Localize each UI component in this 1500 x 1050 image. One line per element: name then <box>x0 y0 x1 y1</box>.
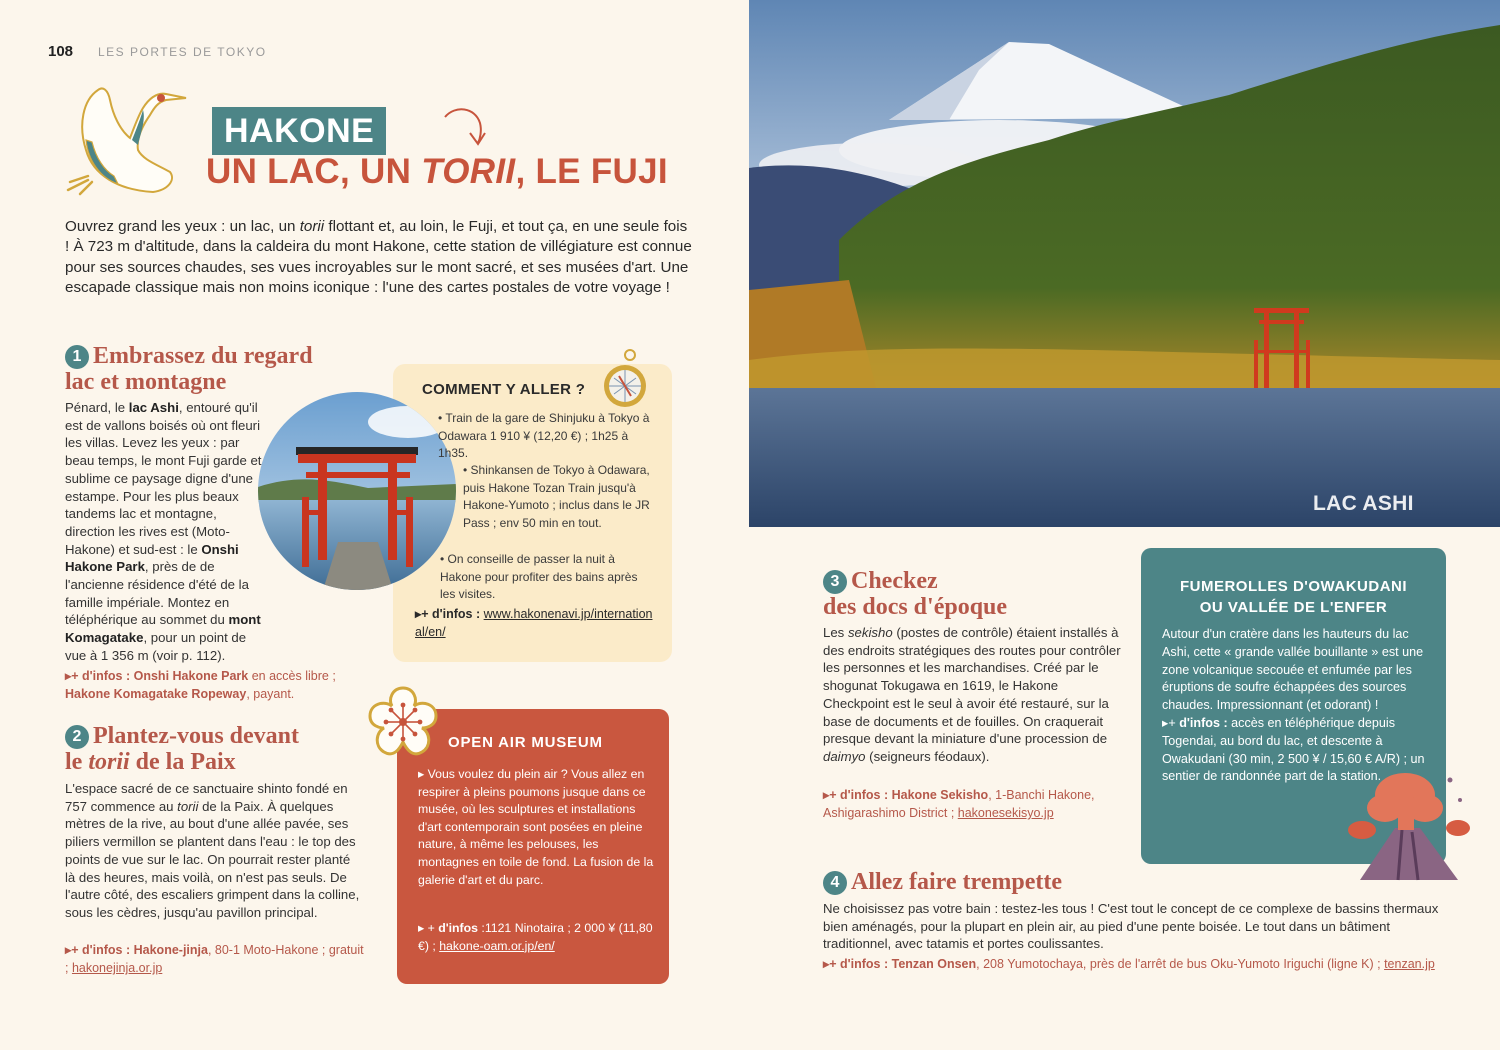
how-to-get-there-list <box>438 410 653 463</box>
section-4-heading: 4 Allez faire trempette <box>823 869 1323 895</box>
section-4-info: ▸+ d'infos : Tenzan Onsen, 208 Yumotochaya, près de l'arrêt de bus Oku-Yumoto Iriguchi (ligne K) ; tenzan.jp <box>823 957 1435 971</box>
section-number-badge: 4 <box>823 871 847 895</box>
compass-icon <box>600 348 650 410</box>
section-1-text: Pénard, le lac Ashi, entouré qu'il est de vallons boisés où ont fleuri les villas. Levez les yeux : par beau temps, le mont Fuji garde et sublime ce paysage digne d'une estampe. Pour les plus beaux tandems lac et montagne, direction les rives est (Moto-Hakone) et sud-est : le Onshi Hakone Park, près de de l'ancienne résidence d'été de la famille impériale. Montez en téléphérique au sommet du mont Komagatake, pour un point de vue à 1 356 m (voir p. 112). <box>65 400 262 663</box>
hakonenavi-link[interactable]: www.hakonenavi.jp/international/en/ <box>415 607 653 639</box>
curved-arrow-icon <box>440 105 490 150</box>
section-2-heading: 2 Plantez-vous devant le torii de la Paix <box>65 723 299 775</box>
photo-caption: LAC ASHI <box>1313 492 1414 515</box>
volcano-icon <box>1340 750 1475 885</box>
page-subtitle: UN LAC, UN TORII, LE FUJI <box>206 152 668 191</box>
fumerolles-title: FUMEROLLES D'OWAKUDANI OU VALLÉE DE L'ENFER <box>1179 578 1408 616</box>
running-head: LES PORTES DE TOKYO <box>98 45 267 59</box>
section-2-text: L'espace sacré de ce sanctuaire shinto fondé en 757 commence au torii de la Paix. À quelques mètres de la rive, au bout d'une allée pavée, ses piliers vermillon se plantent dans l'eau : le top des points de vue sur le lac. On pourrait rester planté là des heures, mais voilà, on n'est pas seuls. De l'autre côté, des escaliers grimpent dans la colline, sous les cèdres, jusqu'au pavillon principal. <box>65 781 360 920</box>
open-air-museum-info: ▸ + d'infos :1121 Ninotaira ; 2 000 ¥ (11,80 €) ; hakone-oam.or.jp/en/ <box>418 921 653 953</box>
how-to-list-item-2: • Shinkansen de Tokyo à Odawara, puis Hakone Tozan Train jusqu'à Hakone-Yumoto ; inclus dans le JR Pass ; env 50 min en tout. <box>463 463 650 530</box>
tenzan-link[interactable]: tenzan.jp <box>1384 957 1435 971</box>
page-title: HAKONE <box>212 107 386 155</box>
section-1-heading: 1 Embrassez du regard lac et montagne <box>65 343 313 395</box>
lake-ashi-fuji-photo <box>749 0 1500 527</box>
section-3-text: Les sekisho (postes de contrôle) étaient installés à des endroits stratégiques des routes pour contrôler les personnes et les marchandises. Créé par le shogunat Tokugawa en 1619, le Hakone Checkpoint est le seul à avoir été restauré, sur la base de documents et de fouilles. On craquerait presque devant la miniature d'une procession de daimyo (seigneurs féodaux). <box>823 625 1121 764</box>
hakonesekisyo-link[interactable]: hakonesekisyo.jp <box>957 806 1054 820</box>
intro-paragraph: Ouvrez grand les yeux : un lac, un torii flottant et, au loin, le Fuji, et tout ça, en une seule fois ! À 723 m d'altitude, dans la caldeira du mont Hakone, cette station de villégiature est connue pour ses sources chaudes, ses vues incroyables sur le mont sacré, et ses musées d'art. Une escapade classique mais non moins iconique : l'une des cartes postales de votre voyage ! <box>65 218 692 297</box>
how-to-list-item-3: • On conseille de passer la nuit à Hakone pour profiter des bains après les visites. <box>440 552 638 602</box>
open-air-museum-title: OPEN AIR MUSEUM <box>448 734 603 751</box>
section-3-heading: 3 Checkez des docs d'époque <box>823 568 1008 620</box>
plum-flower-icon <box>362 682 444 762</box>
section-number-badge: 1 <box>65 345 89 369</box>
section-3-info: ▸+ d'infos : Hakone Sekisho, 1-Banchi Hakone, Ashigarashimo District ; hakonesekisyo.jp <box>823 788 1095 820</box>
page-number: 108 <box>48 43 74 60</box>
how-to-get-there-title: COMMENT Y ALLER ? <box>422 381 586 398</box>
section-2-info: ▸+ d'infos : Hakone-jinja, 80-1 Moto-Hakone ; gratuit ; hakonejinja.or.jp <box>65 943 364 975</box>
crane-icon <box>58 80 198 205</box>
fumerolles-text: Autour d'un cratère dans les hauteurs du lac Ashi, cette « grande vallée bouillante » est une zone volcanique secouée et enfumée par les éruptions de soufre échappées des sources chaudes. Impressionnant (et odorant) ! ▸+ d'infos : accès en téléphérique depuis Togendai, au bord du lac, et descente à Owakudani (30 min, 2 500 ¥ / 15,60 € A/R) ; un sentier de randonnée part de la station. <box>1162 627 1425 784</box>
hakone-oam-link[interactable]: hakone-oam.or.jp/en/ <box>439 938 555 953</box>
how-to-list-item: • Train de la gare de Shinjuku à Tokyo à Odawara 1 910 ¥ (12,20 €) ; 1h25 à 1h35. <box>438 411 650 461</box>
hakonejinja-link[interactable]: hakonejinja.or.jp <box>71 961 163 975</box>
section-number-badge: 3 <box>823 570 847 594</box>
section-1-info: ▸+ d'infos : Onshi Hakone Park en accès libre ; Hakone Komagatake Ropeway, payant. <box>65 669 336 701</box>
torii-circle-photo <box>258 392 456 590</box>
section-number-badge: 2 <box>65 725 89 749</box>
how-to-info: ▸+ d'infos : www.hakonenavi.jp/international/en/ <box>415 607 653 639</box>
section-4-text: Ne choisissez pas votre bain : testez-les tous ! C'est tout le concept de ce complexe de bassins thermaux bien aménagés, pour la plupart en plein air, au pied d'une pente boisée. Le tout dans un bâtiment traditionnel, avec tatamis et portes coulissantes. <box>823 901 1439 952</box>
open-air-museum-text: ▸ Vous voulez du plein air ? Vous allez en respirer à pleins poumons jusque dans ce musée, où les sculptures et installations d'art contemporain sont posées en pleine nature, à même les pelouses, les montagnes en toile de fond. La fusion de la galerie d'art et du parc. <box>418 767 654 887</box>
